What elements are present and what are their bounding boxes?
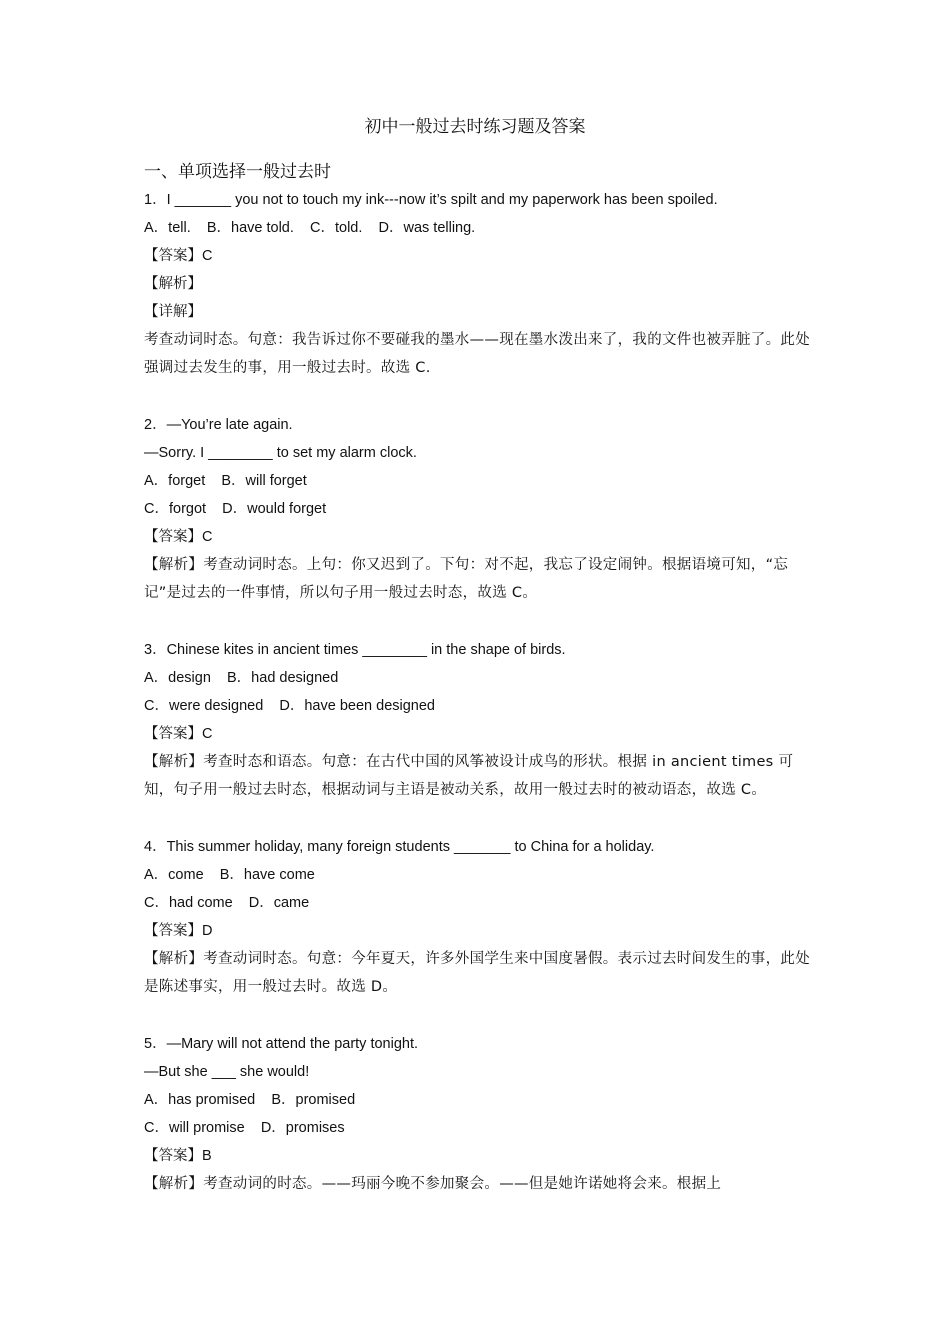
question-1 — [144, 186, 810, 382]
question-2 — [144, 411, 810, 607]
analysis-line — [144, 551, 810, 607]
answer-label: 【答案】 — [144, 248, 202, 264]
answer-value: C — [202, 248, 213, 264]
question-options: A．tell. B．have told. C．told. D．was telling. — [144, 220, 476, 236]
detail-line — [144, 298, 810, 326]
analysis-text: 考查动词的时态。——玛丽今晚不参加聚会。——但是她许诺她将会来。根据上 — [203, 1176, 722, 1192]
answer-value: C — [202, 529, 213, 545]
detail-text: 考查动词时态。句意：我告诉过你不要碰我的墨水——现在墨水泼出来了，我的文件也被弄脏了。此处强调过去发生的事，用一般过去时。故选 C. — [144, 332, 810, 376]
question-3 — [144, 636, 810, 804]
question-stem: 1．I _______ you not to touch my ink---now it’s spilt and my paperwork has been spoiled. — [144, 192, 718, 208]
answer-value: B — [202, 1148, 212, 1164]
question-options: C．were designed D．have been designed — [144, 698, 435, 714]
question-stem: —But she ___ she would! — [144, 1064, 310, 1080]
analysis-label: 【解析】 — [144, 557, 204, 573]
question-options: A．design B．had designed — [144, 670, 339, 686]
answer-line — [144, 1142, 810, 1170]
question-options: C．will promise D．promises — [144, 1120, 345, 1136]
question-options: C．forgot D．would forget — [144, 501, 327, 517]
answer-value: D — [202, 923, 213, 939]
analysis-line — [144, 1170, 810, 1198]
answer-label: 【答案】 — [144, 529, 202, 545]
analysis-label: 【解析】 — [144, 754, 204, 770]
detail-label: 【详解】 — [144, 304, 202, 320]
analysis-label: 【解析】 — [144, 951, 204, 967]
question-options: C．had come D．came — [144, 895, 310, 911]
answer-line — [144, 242, 810, 270]
question-4 — [144, 833, 810, 1001]
question-stem: 2．—You’re late again. — [144, 417, 293, 433]
answer-value: C — [202, 726, 213, 742]
answer-label: 【答案】 — [144, 923, 202, 939]
analysis-line — [144, 270, 810, 298]
analysis-line — [144, 945, 810, 1001]
question-list — [144, 186, 810, 1198]
answer-line — [144, 523, 810, 551]
answer-label: 【答案】 — [144, 726, 202, 742]
answer-label: 【答案】 — [144, 1148, 202, 1164]
question-options: A．come B．have come — [144, 867, 315, 883]
page-title: 初中一般过去时练习题及答案 — [364, 117, 586, 137]
analysis-line — [144, 748, 810, 804]
analysis-label: 【解析】 — [144, 276, 202, 292]
section-heading: 一、单项选择一般过去时 — [144, 162, 331, 182]
question-stem: —Sorry. I ________ to set my alarm clock. — [144, 445, 417, 461]
answer-line — [144, 720, 810, 748]
analysis-text: 考查动词时态。句意：今年夏天，许多外国学生来中国度暑假。表示过去时间发生的事，此处是陈述事实，用一般过去时。故选 D。 — [144, 951, 810, 995]
analysis-label: 【解析】 — [144, 1176, 204, 1192]
analysis-text: 考查时态和语态。句意：在古代中国的风筝被设计成鸟的形状。根据 in ancient times 可知，句子用一般过去时态，根据动词与主语是被动关系，故用一般过去时的被动语态，故选 C。 — [144, 754, 794, 798]
question-options: A．forget B．will forget — [144, 473, 307, 489]
question-options: A．has promised B．promised — [144, 1092, 356, 1108]
question-stem: 4．This summer holiday, many foreign students _______ to China for a holiday. — [144, 839, 655, 855]
question-stem: 3．Chinese kites in ancient times ________ in the shape of birds. — [144, 642, 566, 658]
question-stem: 5．—Mary will not attend the party tonight. — [144, 1036, 419, 1052]
answer-line — [144, 917, 810, 945]
question-5 — [144, 1030, 810, 1198]
analysis-text: 考查动词时态。上句：你又迟到了。下句：对不起，我忘了设定闹钟。根据语境可知，“忘记”是过去的一件事情，所以句子用一般过去时态，故选 C。 — [144, 557, 789, 601]
